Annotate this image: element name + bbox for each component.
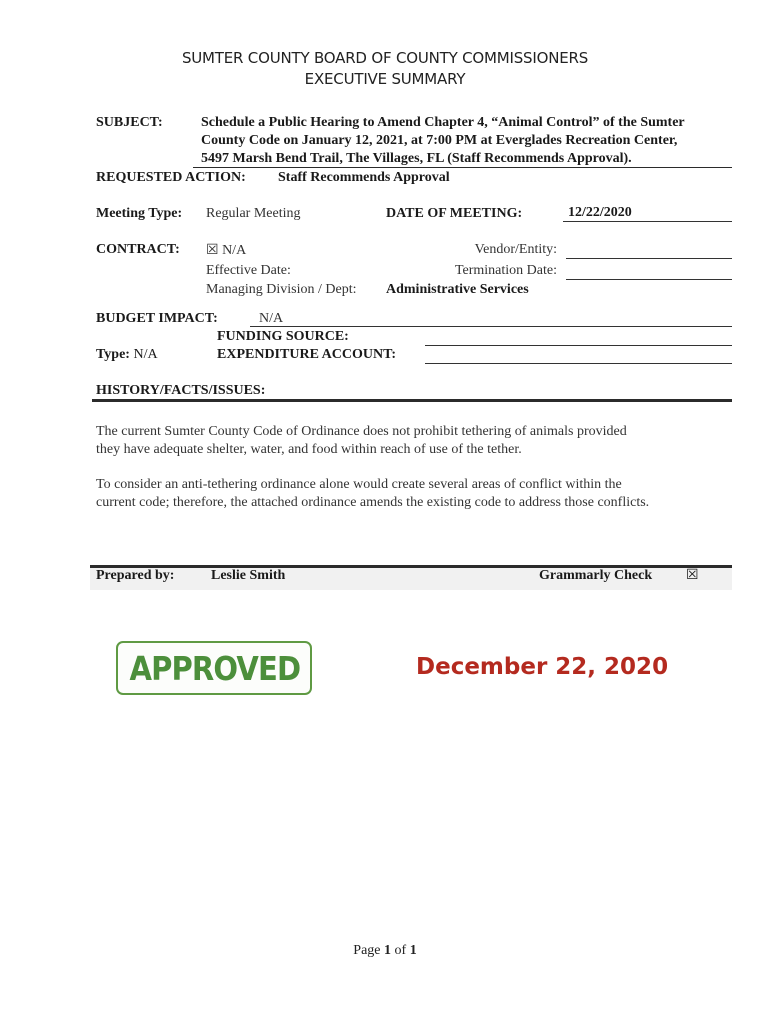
funding-source-label: FUNDING SOURCE: — [217, 329, 349, 344]
budget-type-value: N/A — [133, 347, 158, 362]
subject-underline — [193, 167, 732, 168]
termination-date-field — [566, 264, 732, 280]
subject-line-2: County Code on January 12, 2021, at 7:00 PM at Everglades Recreation Center, — [201, 133, 678, 148]
meeting-date-field — [563, 204, 732, 222]
meeting-type-value: Regular Meeting — [206, 206, 301, 221]
subject-label: SUBJECT: — [96, 115, 163, 130]
contract-value: N/A — [222, 243, 247, 258]
grammarly-check-label: Grammarly Check — [539, 568, 653, 583]
budget-type-row — [96, 347, 158, 363]
requested-action-value: Staff Recommends Approval — [278, 170, 450, 185]
budget-impact-field — [250, 310, 732, 327]
document-subtitle: EXECUTIVE SUMMARY — [304, 70, 466, 88]
page-footer — [0, 943, 770, 959]
prepared-by-name: Leslie Smith — [211, 568, 286, 583]
history-paragraph-2 — [96, 476, 649, 512]
requested-action-label: REQUESTED ACTION: — [96, 170, 246, 185]
history-p2-line-1: To consider an anti-tethering ordinance alone would create several areas of conflict within the — [96, 477, 622, 492]
history-p2-line-2: current code; therefore, the attached ordinance amends the existing code to address those conflicts. — [96, 495, 650, 510]
meeting-date-label: DATE OF MEETING: — [386, 206, 523, 221]
history-p1-line-1: The current Sumter County Code of Ordinance does not prohibit tethering of animals provided — [96, 424, 627, 439]
effective-date-label: Effective Date: — [206, 263, 291, 278]
contract-label: CONTRACT: — [96, 242, 180, 257]
budget-impact-value: N/A — [259, 311, 284, 326]
meeting-type-label: Meeting Type: — [96, 206, 183, 221]
budget-type-label: Type: — [96, 347, 130, 362]
approved-stamp-text: APPROVED — [129, 649, 301, 688]
history-p1-line-2: they have adequate shelter, water, and food within reach of use of the tether. — [96, 442, 522, 457]
budget-impact-label: BUDGET IMPACT: — [96, 311, 218, 326]
document-title: SUMTER COUNTY BOARD OF COUNTY COMMISSIONERS — [181, 49, 589, 67]
history-label: HISTORY/FACTS/ISSUES: — [96, 383, 266, 398]
subject-line-1: Schedule a Public Hearing to Amend Chapter 4, “Animal Control” of the Sumter — [201, 115, 685, 130]
approval-date: December 22, 2020 — [416, 654, 669, 680]
contract-value-row — [206, 242, 246, 259]
vendor-field — [566, 243, 732, 259]
prepared-by-label: Prepared by: — [96, 568, 175, 583]
expenditure-account-label: EXPENDITURE ACCOUNT: — [217, 347, 397, 362]
of-word: of — [394, 943, 407, 958]
subject-line-3: 5497 Marsh Bend Trail, The Villages, FL (Staff Recommends Approval). — [201, 151, 632, 166]
managing-division-label: Managing Division / Dept: — [206, 282, 357, 297]
history-divider — [92, 399, 732, 402]
approved-stamp — [116, 641, 312, 695]
grammarly-checkbox-icon[interactable]: ☒ — [686, 568, 699, 583]
expenditure-account-field — [425, 348, 732, 364]
page-total: 1 — [409, 943, 417, 958]
meeting-date-value: 12/22/2020 — [568, 205, 632, 220]
contract-checkbox-icon[interactable]: ☒ — [206, 243, 219, 258]
termination-date-label: Termination Date: — [454, 263, 557, 278]
vendor-label: Vendor/Entity: — [474, 242, 557, 257]
page-number: 1 — [384, 943, 392, 958]
funding-source-field — [425, 330, 732, 346]
managing-division-value: Administrative Services — [386, 282, 529, 297]
history-paragraph-1 — [96, 423, 627, 459]
page-word: Page — [353, 943, 381, 958]
